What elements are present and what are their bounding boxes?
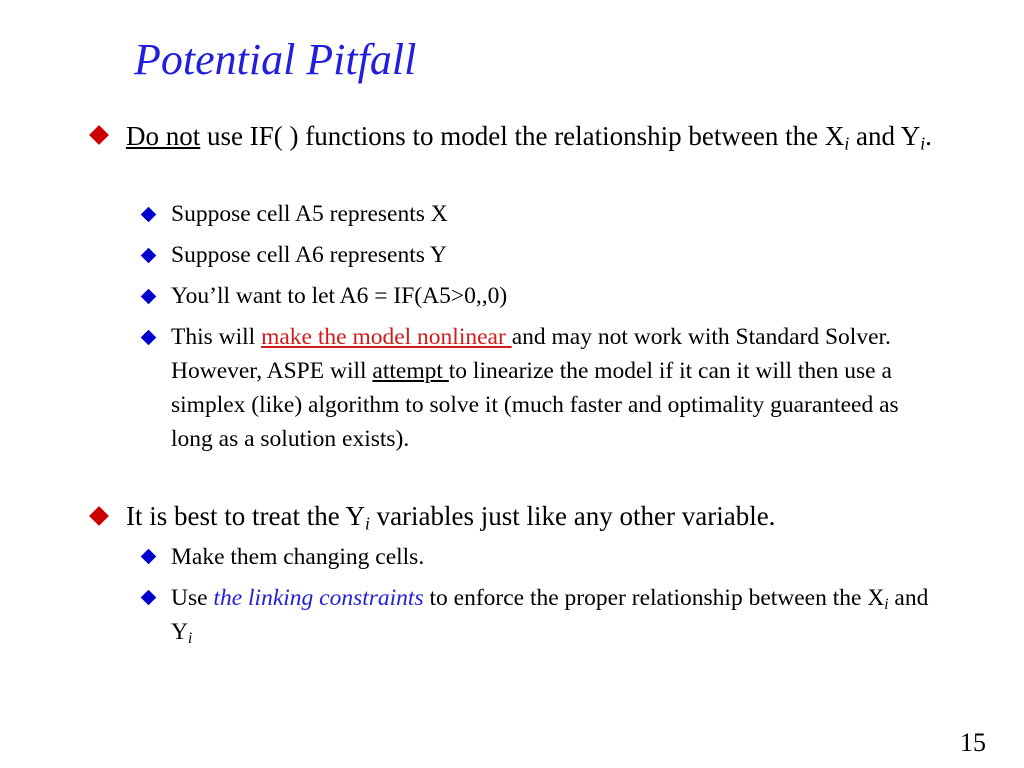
sub-bullet-1-3: You’ll want to let A6 = IF(A5>0,,0)	[171, 283, 508, 309]
slide-title: Potential Pitfall	[134, 35, 417, 84]
sub-bullet-diamond-icon	[141, 289, 157, 305]
attempt-emphasis: attempt	[372, 358, 449, 384]
sub-bullet-1-1: Suppose cell A5 represents X	[171, 201, 448, 227]
linking-constraints-highlight: the linking constraints	[213, 585, 424, 611]
nonlinear-highlight: make the model nonlinear	[261, 324, 512, 350]
sub-bullet-diamond-icon	[141, 207, 157, 223]
bullet-diamond-icon	[89, 506, 109, 526]
bullet-2-text: It is best to treat the $Y_i$ variables just like any other variable.	[126, 501, 776, 534]
sub-bullet-1-2: Suppose cell A6 represents Y	[171, 242, 447, 268]
bullet-1-text: Do not use IF( ) functions to model the relationship between the $X_i$ and $Y_i$.	[126, 121, 932, 154]
bullet-diamond-icon	[89, 125, 109, 145]
sub-bullet-2-2: Use the linking constraints to enforce the proper relationship between the $X_i$ and $Y_i$	[171, 585, 929, 647]
sub-bullet-diamond-icon	[141, 330, 157, 346]
do-not-emphasis: Do not	[126, 121, 201, 151]
sub-bullet-2-1: Make them changing cells.	[171, 544, 425, 570]
page-number: 15	[960, 728, 986, 757]
sub-bullet-diamond-icon	[141, 590, 157, 606]
sub-bullet-1-4: This will make the model nonlinear and may not work with Standard Solver. However, ASPE will attempt to linearize the model if it can it will then use a simplex (like) algorithm to solve it (much faster and optimality guaranteed as long as a solution exists).	[171, 324, 899, 452]
sub-bullet-diamond-icon	[141, 248, 157, 264]
sub-bullet-diamond-icon	[141, 549, 157, 565]
